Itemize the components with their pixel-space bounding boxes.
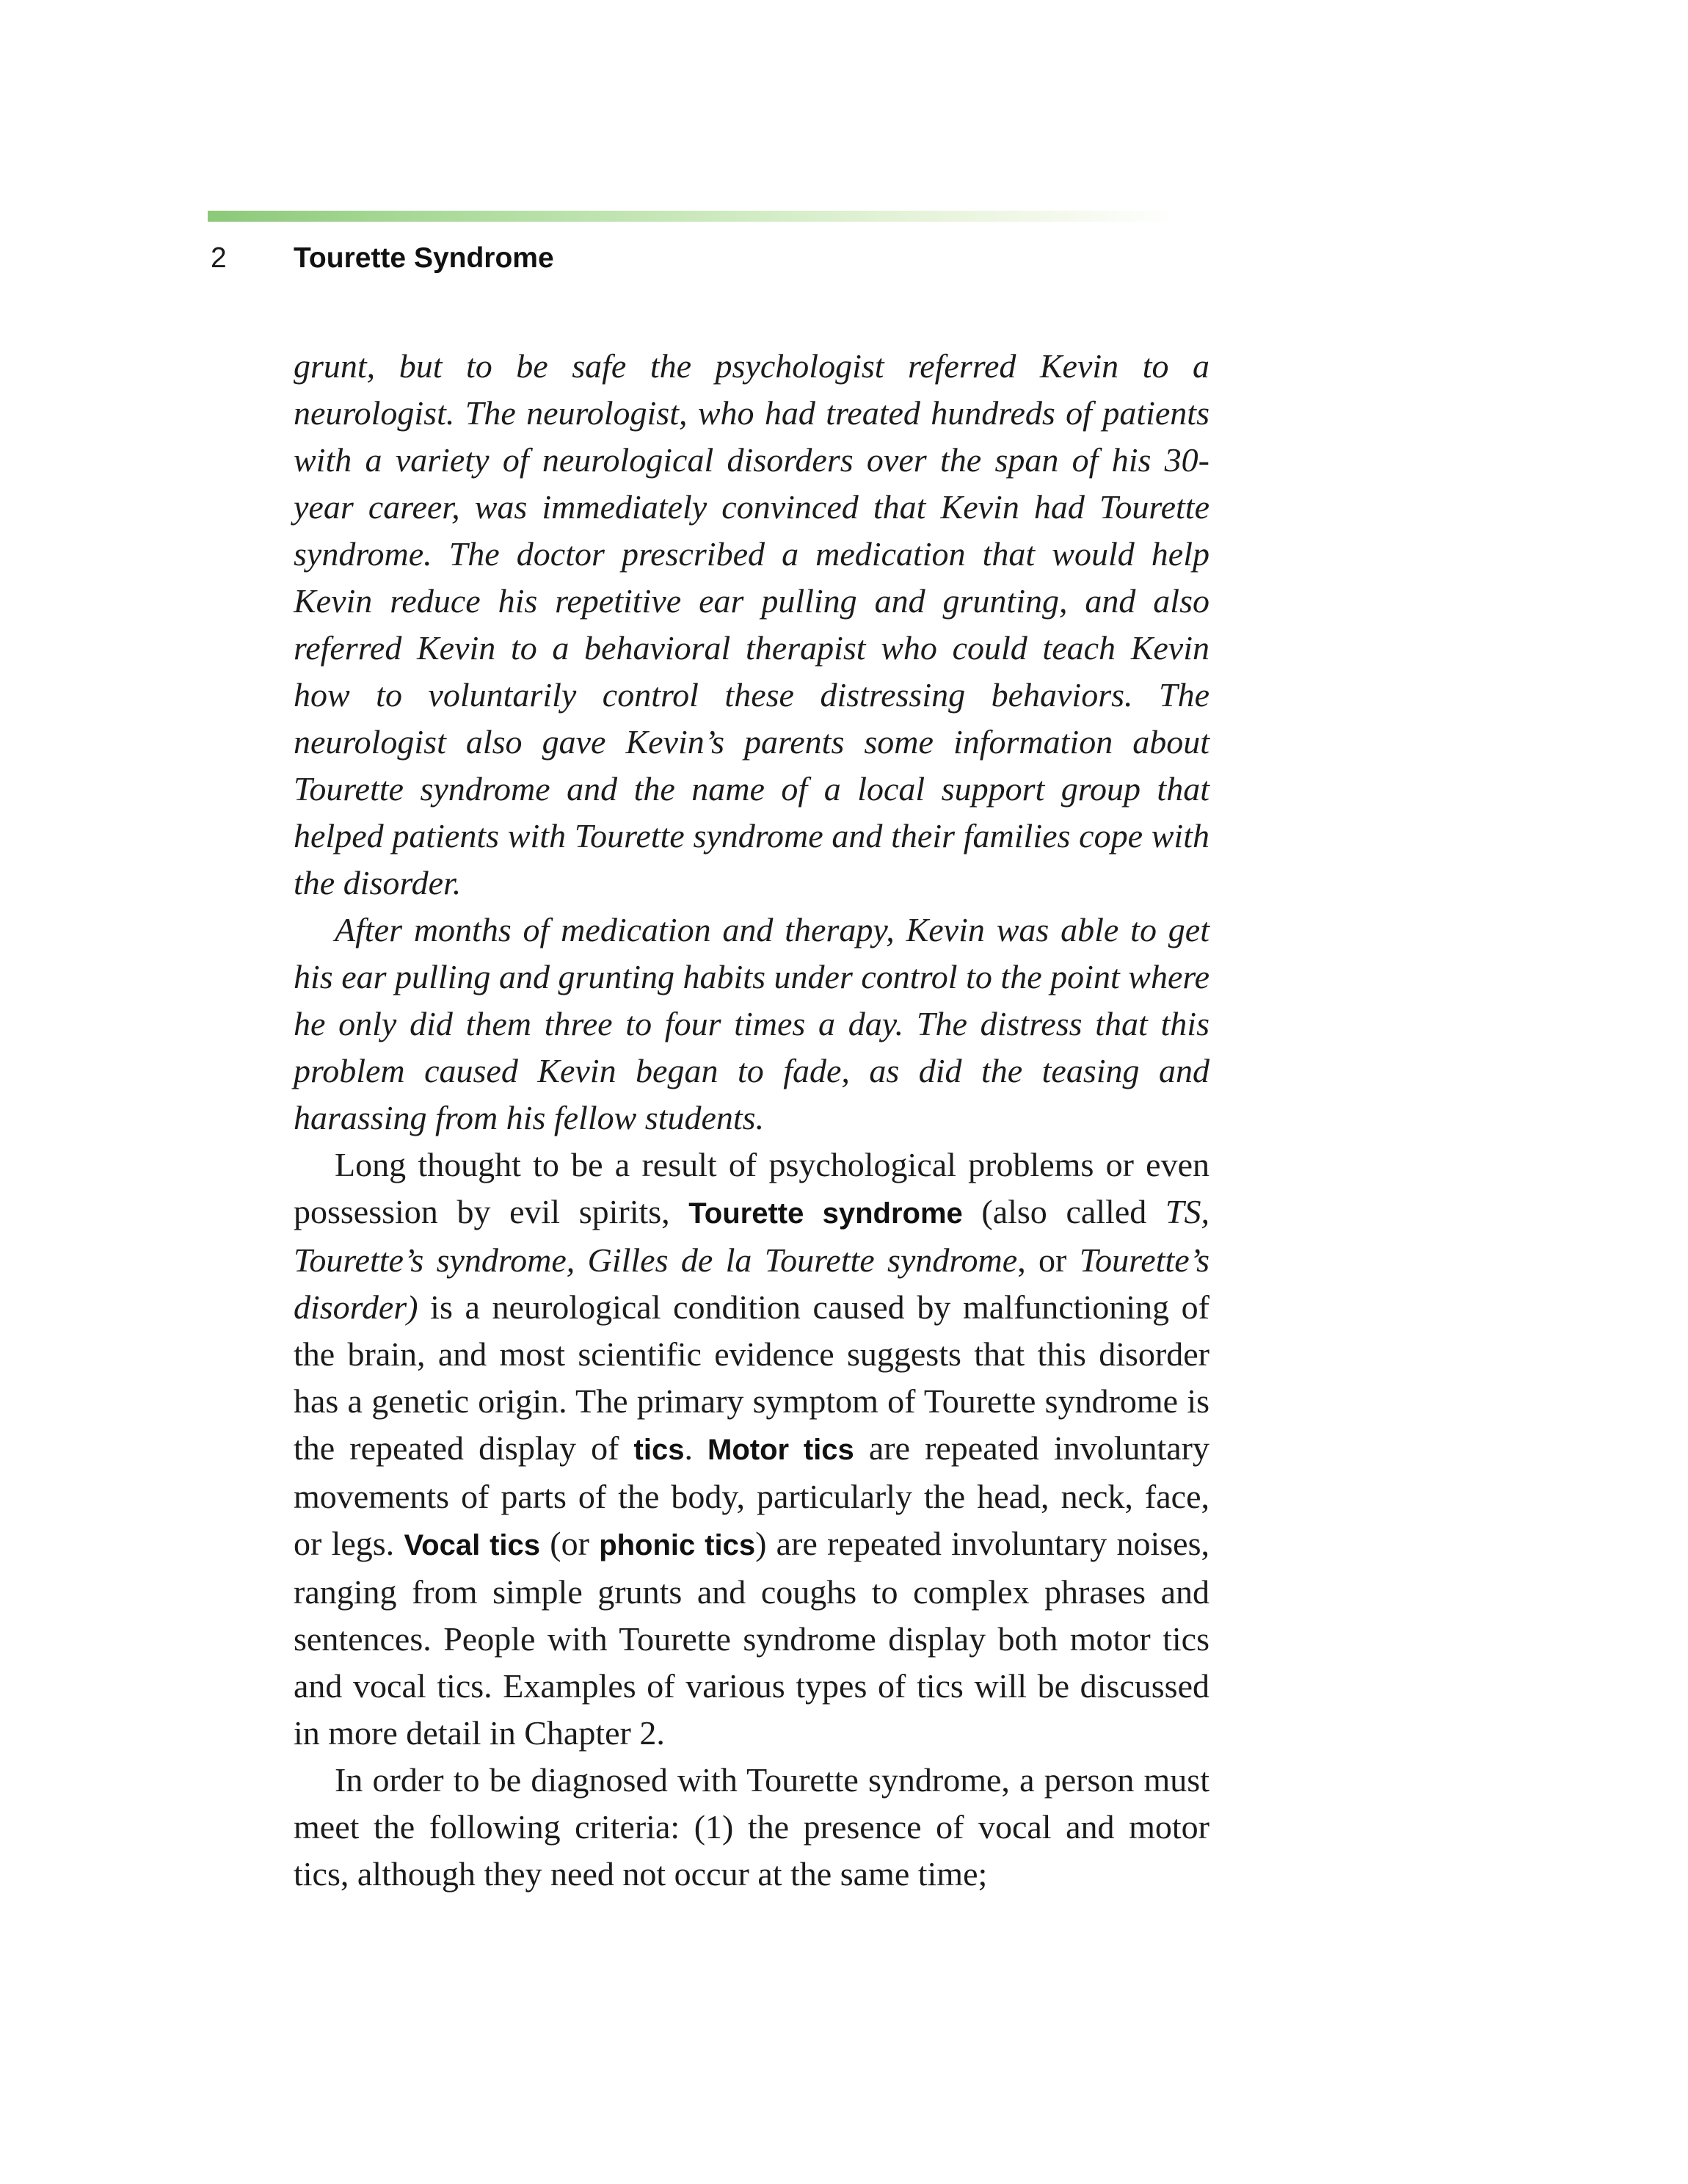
p3-text-5: . (684, 1429, 708, 1467)
p3-text-6: are repeated involuntary movements of parts of the body, particularly the head, neck, face, or legs. (294, 1429, 1210, 1562)
paragraph-4: In order to be diagnosed with Tourette syndrome, a person must meet the following criteria: (1) the presence of vocal and motor tics, although they need not occur at the same time; (294, 1761, 1209, 1893)
p3-text-3: , or (1017, 1241, 1080, 1279)
p3-text-4: is a neurological condition caused by malfunctioning of the brain, and most scientific evidence suggests that this disorder has a genetic origin. The primary symptom of Tourette syndrome is the repeated display of (294, 1288, 1209, 1467)
alt-name-last: Tourette’s disorder) (294, 1241, 1209, 1326)
term-tourette-syndrome: Tourette syndrome (688, 1197, 963, 1230)
running-head-title: Tourette Syndrome (294, 242, 554, 274)
paragraph-2: After months of medication and therapy, Kevin was able to get his ear pulling and grunting habits under control to the point where he only did them three to four times a day. The distress that this problem caused Kevin began to fade, as did the teasing and harassing from his fellow students. (294, 911, 1209, 1136)
paragraph-1: grunt, but to be safe the psychologist referred Kevin to a neurologist. The neurologist, who had treated hundreds of patients with a variety of neurological disorders over the span of his 30-year career, was immediately convinced that Kevin had Tourette syndrome. The doctor prescribed a medication that would help Kevin reduce his repetitive ear pulling and grunting, and also referred Kevin to a behavioral therapist who could teach Kevin how to voluntarily control these distressing behaviors. The neurologist also gave Kevin’s parents some information about Tourette syndrome and the name of a local support group that helped patients with Tourette syndrome and their families cope with the disorder. (294, 347, 1209, 901)
header-rule (208, 211, 1176, 222)
body-text (294, 343, 1209, 1898)
p3-text-8: ) are repeated involuntary noises, ranging from simple grunts and coughs to complex phrases and sentences. People with Tourette syndrome display both motor tics and vocal tics. Examples of various types of tics will be discussed in more detail in Chapter 2. (294, 1525, 1209, 1752)
term-tics: tics (633, 1434, 685, 1466)
term-motor-tics: Motor tics (707, 1434, 854, 1466)
paragraph-3 (294, 1142, 1209, 1757)
alt-names: TS, Tourette’s syndrome, Gilles de la Tourette syndrome (294, 1193, 1209, 1279)
p3-text-2: (also called (962, 1193, 1165, 1230)
p3-text-1: Long thought to be a result of psychological problems or even possession by evil spirits, (294, 1146, 1209, 1230)
p3-text-7: (or (540, 1525, 600, 1562)
term-phonic-tics: phonic tics (599, 1529, 756, 1561)
page-number: 2 (211, 242, 227, 274)
term-vocal-tics: Vocal tics (404, 1529, 541, 1561)
